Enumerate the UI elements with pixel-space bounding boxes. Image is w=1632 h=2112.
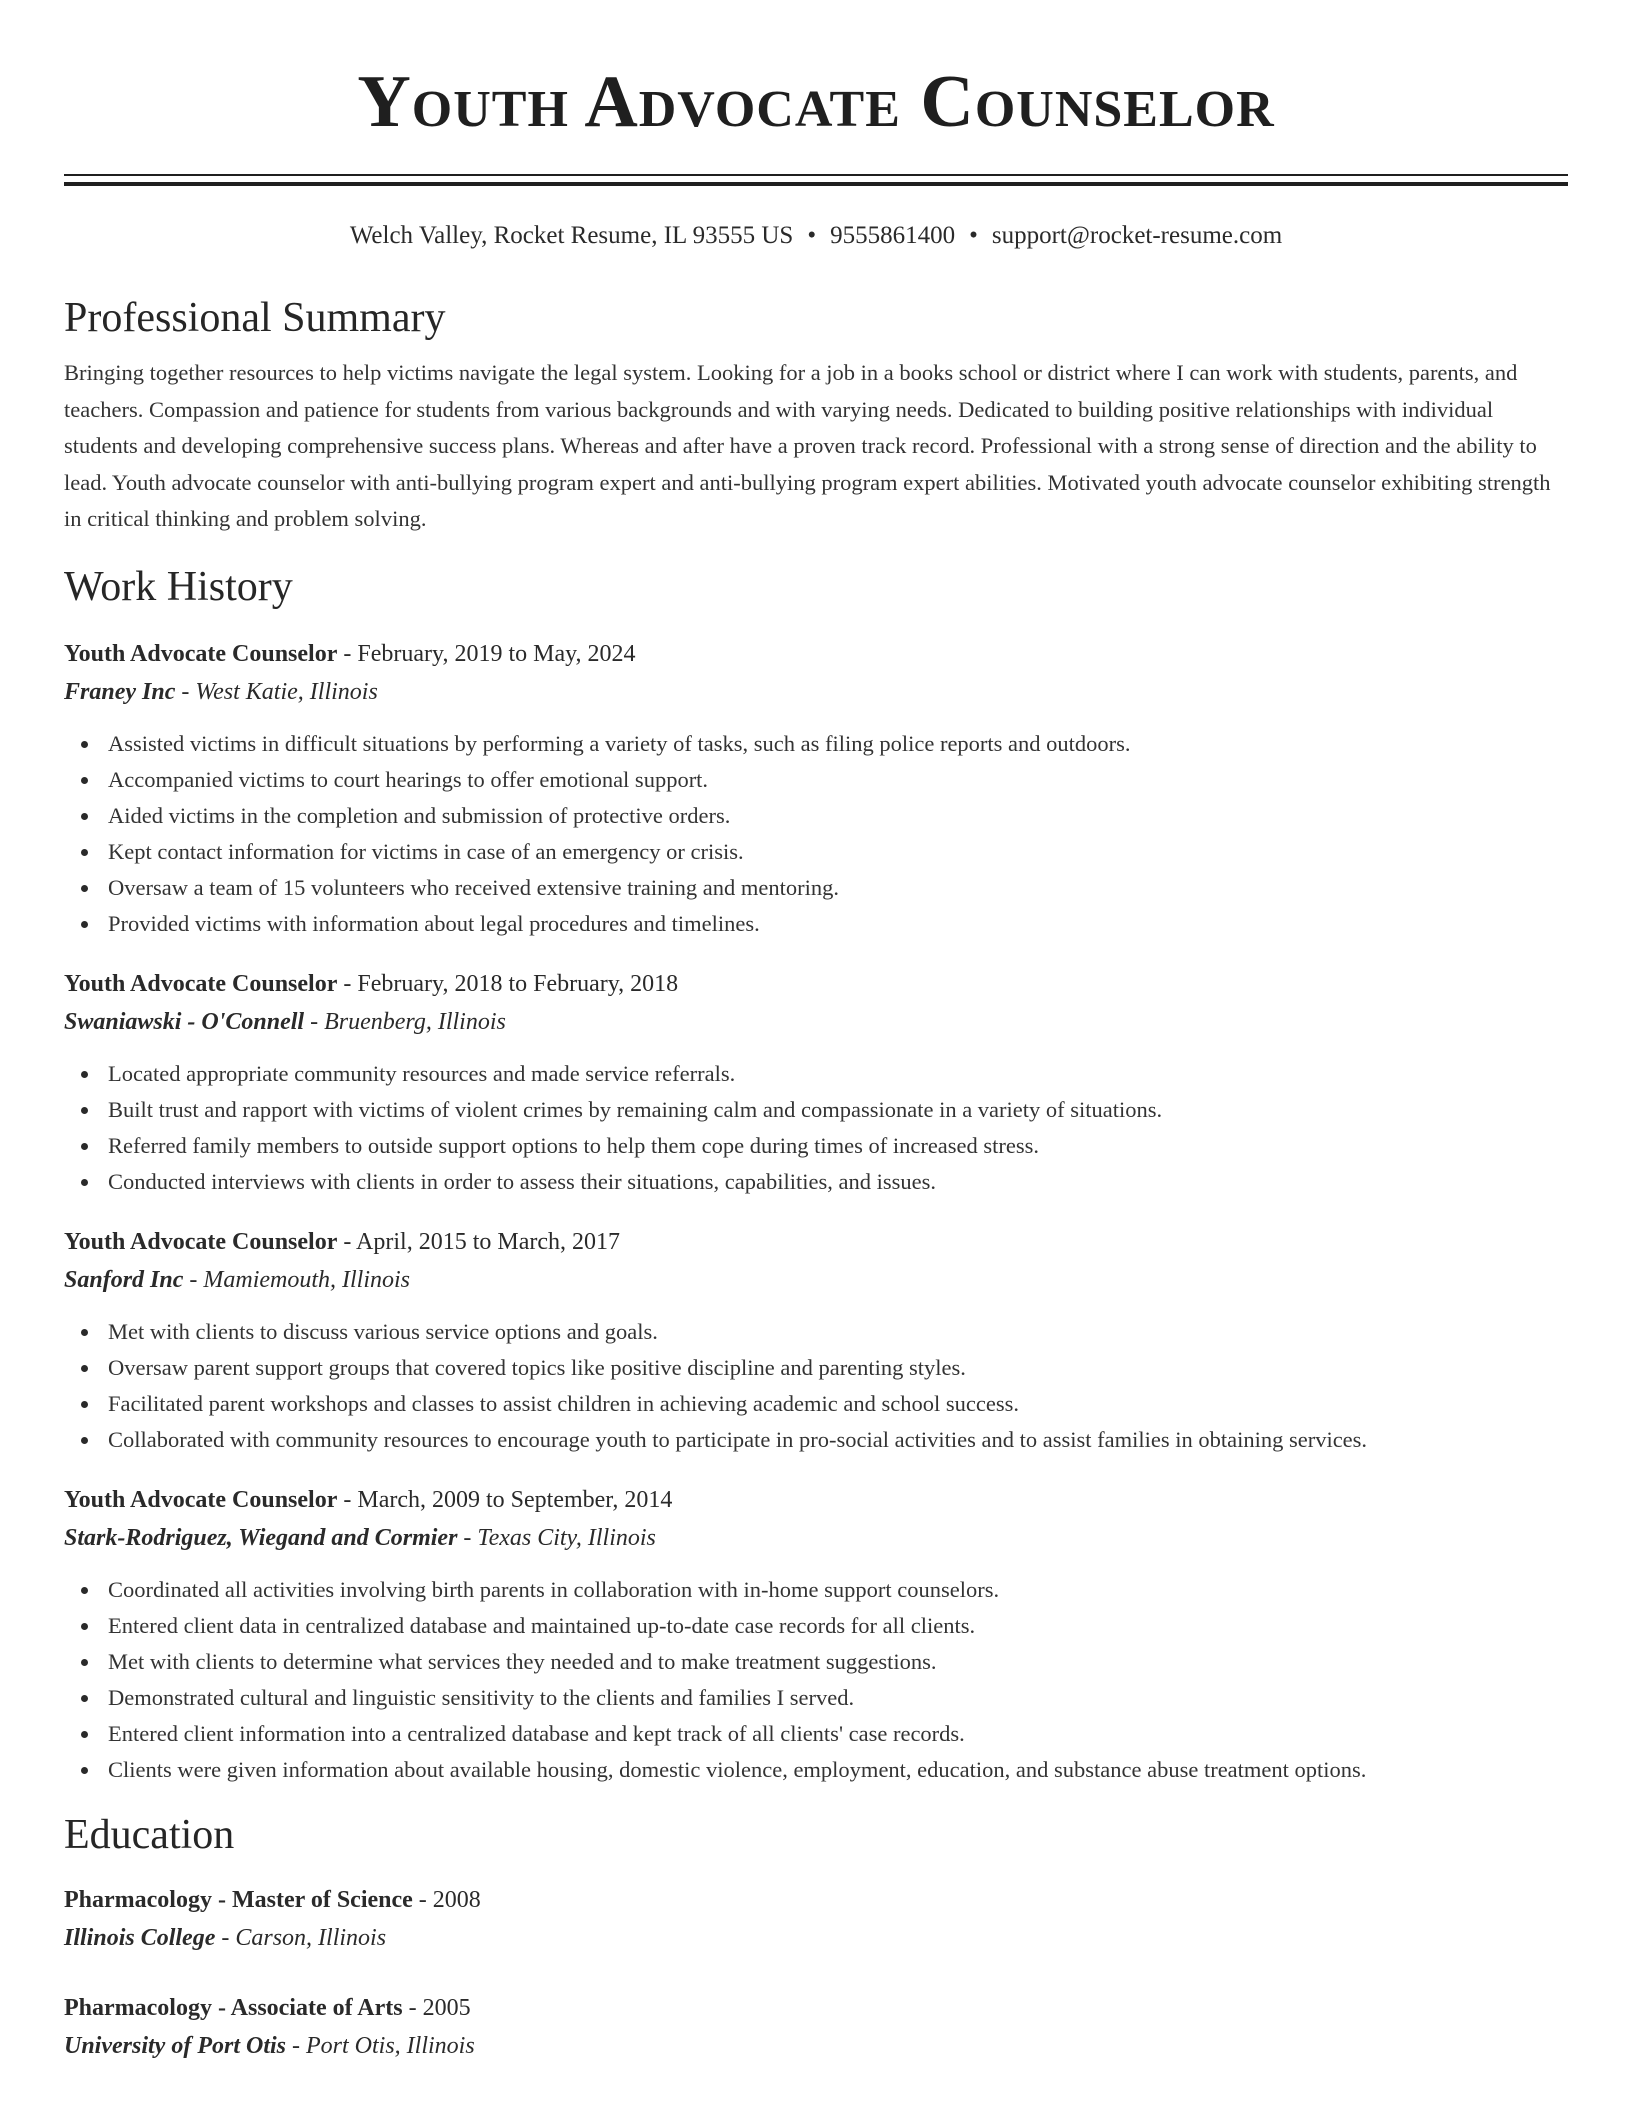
resume-page bbox=[64, 0, 1568, 2066]
job-title-line bbox=[64, 1482, 1568, 1518]
job-title-line bbox=[64, 636, 1568, 672]
education-entry bbox=[64, 1990, 1568, 2066]
job-location: Texas City, Illinois bbox=[477, 1524, 656, 1551]
job-bullet: Collaborated with community resources to encourage youth to participate in pro-social activities and to assist families in obtaining services. bbox=[108, 1422, 1568, 1458]
job-bullet: Met with clients to determine what services they needed and to make treatment suggestions. bbox=[108, 1644, 1568, 1680]
job-title: Youth Advocate Counselor bbox=[64, 640, 338, 667]
job-title: Youth Advocate Counselor bbox=[64, 970, 338, 997]
job-dash: - bbox=[337, 1486, 358, 1513]
job-location: Bruenberg, Illinois bbox=[324, 1008, 506, 1035]
contact-phone: 9555861400 bbox=[830, 222, 956, 249]
job-bullets bbox=[64, 1572, 1568, 1788]
education-heading: Education bbox=[64, 1811, 235, 1858]
job-dash: - bbox=[337, 970, 358, 997]
summary-text: Bringing together resources to help victims navigate the legal system. Looking for a job in a books school or district where I can work with students, parents, and teachers. Compassion and patience for students from various backgrounds and with varying needs. Dedicated to building positive relationships with individual students and developing comprehensive success plans. Whereas and after have a proven track record. Professional with a strong sense of direction and the ability to lead. Youth advocate counselor with anti-bullying program expert and anti-bullying program expert abilities. Motivated youth advocate counselor exhibiting strength in critical thinking and problem solving. bbox=[64, 360, 1551, 531]
job-company: Franey Inc bbox=[64, 678, 176, 705]
job-company-line bbox=[64, 1002, 1568, 1042]
resume-name: Youth Advocate Counselor bbox=[357, 61, 1275, 143]
education-dash: - bbox=[215, 1924, 236, 1951]
education-dash: - bbox=[402, 1994, 423, 2021]
job-company-line bbox=[64, 1260, 1568, 1300]
work-history-list bbox=[64, 636, 1568, 1788]
job-company-line bbox=[64, 1518, 1568, 1558]
education-degree: Pharmacology - Associate of Arts bbox=[64, 1994, 403, 2021]
job-bullet: Facilitated parent workshops and classes to assist children in achieving academic and school success. bbox=[108, 1386, 1568, 1422]
contact-separator: • bbox=[969, 222, 978, 249]
job-title-line bbox=[64, 966, 1568, 1002]
job-dash: - bbox=[304, 1008, 325, 1035]
job-title: Youth Advocate Counselor bbox=[64, 1228, 338, 1255]
education-degree-line bbox=[64, 1882, 1568, 1918]
education-degree-line bbox=[64, 1990, 1568, 2026]
job-bullet: Met with clients to discuss various service options and goals. bbox=[108, 1314, 1568, 1350]
education-school-line bbox=[64, 2026, 1568, 2066]
education-school: Illinois College bbox=[64, 1924, 216, 1951]
job-bullet: Oversaw a team of 15 volunteers who received extensive training and mentoring. bbox=[108, 870, 1568, 906]
job-location: West Katie, Illinois bbox=[195, 678, 378, 705]
job-dates: February, 2018 to February, 2018 bbox=[357, 970, 679, 997]
job-title: Youth Advocate Counselor bbox=[64, 1486, 338, 1513]
job-company-line bbox=[64, 672, 1568, 712]
job-dates: April, 2015 to March, 2017 bbox=[356, 1228, 620, 1255]
education-year: 2008 bbox=[432, 1886, 481, 1913]
job-bullet: Assisted victims in difficult situations by performing a variety of tasks, such as filing police reports and outdoors. bbox=[108, 726, 1568, 762]
contact-separator: • bbox=[807, 222, 817, 249]
job-bullets bbox=[64, 1314, 1568, 1458]
job-dash: - bbox=[457, 1524, 478, 1551]
job-bullets bbox=[64, 726, 1568, 942]
job-bullet: Oversaw parent support groups that covered topics like positive discipline and parenting styles. bbox=[108, 1350, 1568, 1386]
job-bullet: Located appropriate community resources and made service referrals. bbox=[108, 1056, 1568, 1092]
education-entry bbox=[64, 1882, 1568, 1958]
job-bullet: Entered client data in centralized database and maintained up-to-date case records for all clients. bbox=[108, 1608, 1568, 1644]
job-bullet: Clients were given information about available housing, domestic violence, employment, education, and substance abuse treatment options. bbox=[108, 1752, 1568, 1788]
contact-line bbox=[64, 221, 1568, 251]
job-bullet: Coordinated all activities involving birth parents in collaboration with in-home support counselors. bbox=[108, 1572, 1568, 1608]
job-bullet: Conducted interviews with clients in order to assess their situations, capabilities, and issues. bbox=[108, 1164, 1568, 1200]
job-bullet: Provided victims with information about legal procedures and timelines. bbox=[108, 906, 1568, 942]
job-dash: - bbox=[175, 678, 196, 705]
job-company: Stark-Rodriguez, Wiegand and Cormier bbox=[64, 1524, 458, 1551]
job-bullet: Kept contact information for victims in case of an emergency or crisis. bbox=[108, 834, 1568, 870]
job-entry bbox=[64, 1482, 1568, 1788]
job-location: Mamiemouth, Illinois bbox=[203, 1266, 411, 1293]
education-location: Port Otis, Illinois bbox=[306, 2032, 475, 2059]
job-entry bbox=[64, 636, 1568, 942]
header-rule-thin bbox=[64, 174, 1568, 176]
job-bullet: Accompanied victims to court hearings to offer emotional support. bbox=[108, 762, 1568, 798]
education-school-line bbox=[64, 1918, 1568, 1958]
job-dates: February, 2019 to May, 2024 bbox=[357, 640, 636, 667]
job-entry bbox=[64, 966, 1568, 1200]
education-year: 2005 bbox=[422, 1994, 471, 2021]
education-school: University of Port Otis bbox=[64, 2032, 286, 2059]
job-dash: - bbox=[337, 1228, 357, 1255]
header-rule-thick bbox=[64, 182, 1568, 186]
job-company: Sanford Inc bbox=[64, 1266, 184, 1293]
job-dates: March, 2009 to September, 2014 bbox=[357, 1486, 673, 1513]
education-location: Carson, Illinois bbox=[235, 1924, 387, 1951]
job-bullet: Aided victims in the completion and submission of protective orders. bbox=[108, 798, 1568, 834]
work-history-heading: Work History bbox=[64, 563, 293, 610]
job-entry bbox=[64, 1224, 1568, 1458]
job-bullets bbox=[64, 1056, 1568, 1200]
education-dash: - bbox=[412, 1886, 433, 1913]
job-bullet: Entered client information into a centralized database and kept track of all clients' case records. bbox=[108, 1716, 1568, 1752]
education-dash: - bbox=[286, 2032, 306, 2059]
contact-address: Welch Valley, Rocket Resume, IL 93555 US bbox=[349, 222, 794, 249]
job-bullet: Demonstrated cultural and linguistic sensitivity to the clients and families I served. bbox=[108, 1680, 1568, 1716]
contact-email: support@rocket-resume.com bbox=[991, 222, 1283, 249]
job-title-line bbox=[64, 1224, 1568, 1260]
job-company: Swaniawski - O'Connell bbox=[64, 1008, 305, 1035]
education-degree: Pharmacology - Master of Science bbox=[64, 1886, 413, 1913]
job-bullet: Built trust and rapport with victims of violent crimes by remaining calm and compassionate in a variety of situations. bbox=[108, 1092, 1568, 1128]
job-dash: - bbox=[183, 1266, 204, 1293]
summary-heading: Professional Summary bbox=[64, 295, 446, 341]
job-bullet: Referred family members to outside support options to help them cope during times of increased stress. bbox=[108, 1128, 1568, 1164]
job-dash: - bbox=[337, 640, 358, 667]
